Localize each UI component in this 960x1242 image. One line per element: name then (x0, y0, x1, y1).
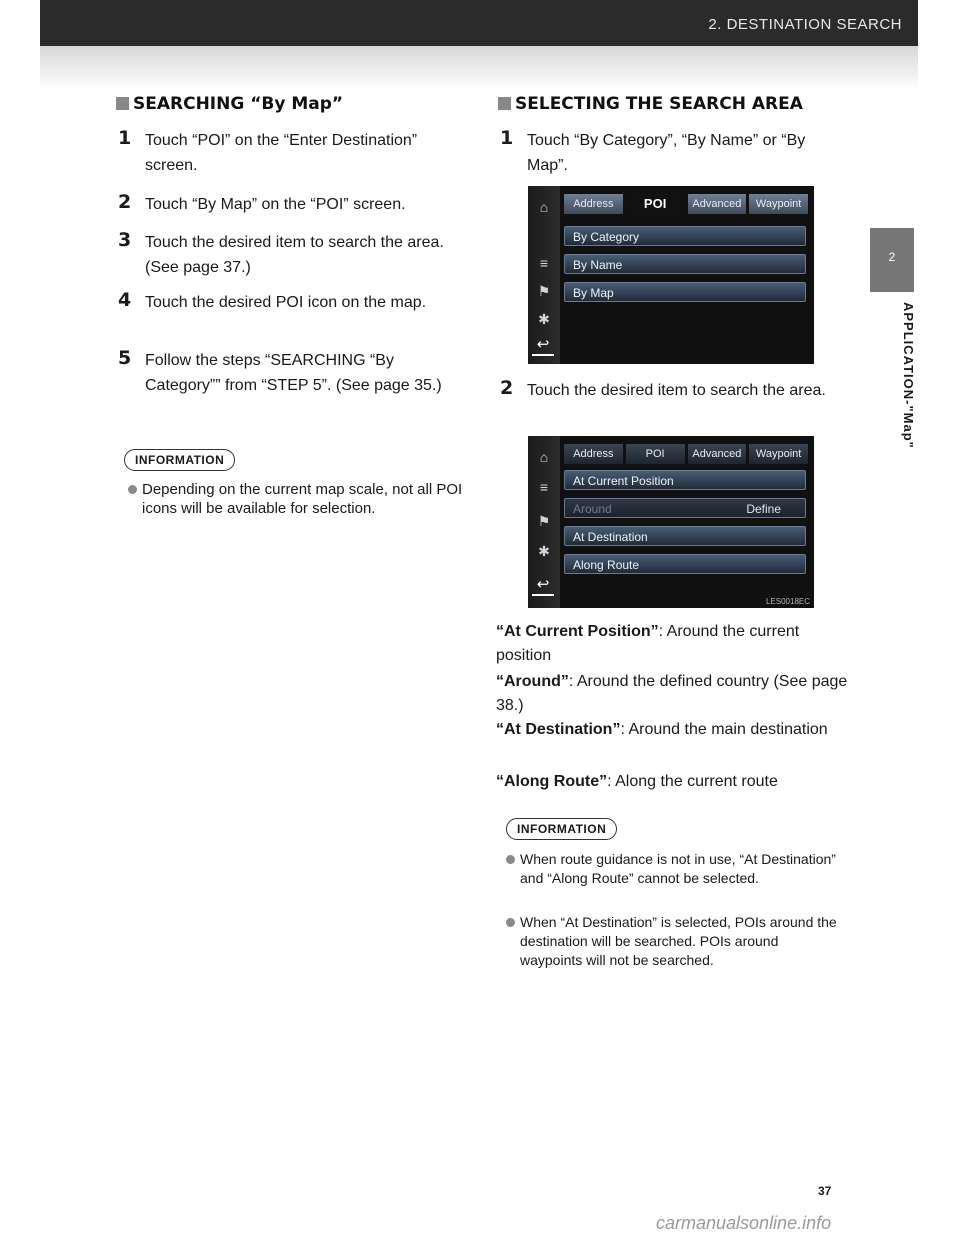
screenshot-poi-search-methods (528, 186, 814, 364)
poi-icon: ✱ (538, 543, 550, 559)
chapter-tab (870, 228, 914, 292)
by-name-button[interactable]: By Name (564, 254, 806, 274)
section-heading-by-map: SEARCHING “By Map” (116, 94, 343, 114)
tab-address[interactable]: Address (564, 444, 623, 464)
by-map-button[interactable]: By Map (564, 282, 806, 302)
chapter-label: APPLICATION-"Map" (901, 302, 916, 449)
back-icon[interactable]: ↩ (532, 336, 554, 356)
back-icon[interactable]: ↩ (532, 576, 554, 596)
at-destination-button[interactable]: At Destination (564, 526, 806, 546)
address-icon: ⌂ (539, 199, 549, 215)
heading-square-icon (116, 97, 129, 110)
information-badge: INFORMATION (124, 449, 235, 471)
description-at-destination: “At Destination”: Around the main destination (496, 721, 828, 738)
poi-icon: ✱ (538, 311, 550, 327)
header-bar (40, 0, 918, 46)
screen-code: LES0018EC (765, 597, 810, 606)
section-heading-search-area: SELECTING THE SEARCH AREA (498, 94, 803, 114)
info-bullet: Depending on the current map scale, not all POI icons will be available for selection. (128, 480, 468, 518)
step-item: 3 Touch the desired item to search the area. (See page 37.) (118, 229, 444, 276)
screenshot-search-area (528, 436, 814, 608)
step-item: 5 Follow the steps “SEARCHING “By Category”” from “STEP 5”. (See page 35.) (118, 347, 442, 394)
screen-tabs (564, 444, 808, 464)
chapter-number: 2 (888, 250, 896, 264)
around-button[interactable] (564, 498, 806, 518)
flag-icon: ⚑ (537, 283, 551, 299)
tab-poi[interactable]: POI (626, 194, 685, 214)
step-item: 1 Touch “POI” on the “Enter Destination” screen. (118, 127, 418, 174)
bullet-dot-icon (506, 918, 515, 927)
along-route-button[interactable]: Along Route (564, 554, 806, 574)
bullet-dot-icon (128, 485, 137, 494)
around-label: Around (573, 502, 612, 516)
info-bullet: When “At Destination” is selected, POIs around the destination will be searched. POIs around waypoints will not be searched. (506, 913, 842, 970)
header-shadow (40, 46, 918, 90)
at-current-position-button[interactable]: At Current Position (564, 470, 806, 490)
info-bullet: When route guidance is not in use, “At Destination” and “Along Route” cannot be selected. (506, 850, 842, 888)
screen-tabs (564, 194, 808, 214)
description-at-current-position: “At Current Position”: Around the current position (496, 623, 800, 664)
description-around: “Around”: Around the defined country (See page 38.) (496, 673, 848, 714)
tab-address[interactable]: Address (564, 194, 623, 214)
define-button[interactable]: Define (746, 502, 781, 516)
address-icon: ⌂ (539, 449, 549, 465)
description-along-route: “Along Route”: Along the current route (496, 773, 778, 790)
step-item: 1 Touch “By Category”, “By Name” or “By Map”. (500, 127, 806, 174)
tab-poi[interactable]: POI (626, 444, 685, 464)
step-item: 4 Touch the desired POI icon on the map. (118, 289, 427, 311)
list-icon: ≡ (539, 479, 549, 495)
bullet-dot-icon (506, 855, 515, 864)
tab-advanced[interactable]: Advanced (688, 444, 747, 464)
step-item: 2 Touch “By Map” on the “POI” screen. (118, 191, 406, 213)
by-category-button[interactable]: By Category (564, 226, 806, 246)
heading-square-icon (498, 97, 511, 110)
list-icon: ≡ (539, 255, 549, 271)
step-item: 2 Touch the desired item to search the area. (500, 377, 826, 399)
tab-waypoint[interactable]: Waypoint (749, 444, 808, 464)
running-header: 2. DESTINATION SEARCH (708, 16, 902, 33)
screen-icon-column (528, 436, 560, 608)
information-badge: INFORMATION (506, 818, 617, 840)
tab-advanced[interactable]: Advanced (688, 194, 747, 214)
flag-icon: ⚑ (537, 513, 551, 529)
screen-icon-column (528, 186, 560, 364)
watermark: carmanualsonline.info (656, 1213, 832, 1233)
page-number: 37 (818, 1184, 832, 1198)
tab-waypoint[interactable]: Waypoint (749, 194, 808, 214)
